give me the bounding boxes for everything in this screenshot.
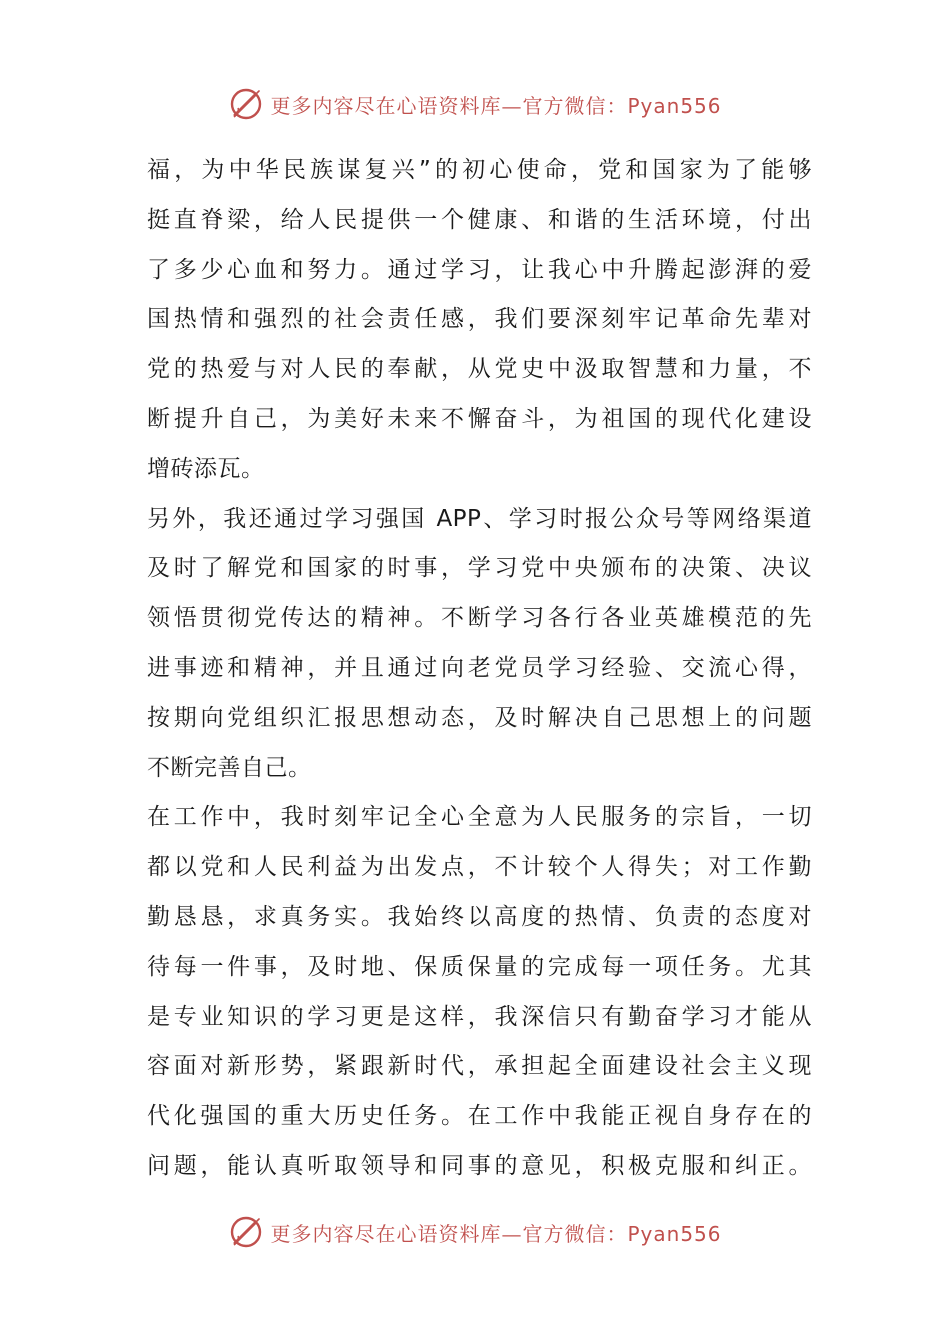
footer-banner: [0, 1212, 950, 1252]
header-text: 更多内容尽在心语资料库—官方微信：: [270, 93, 628, 118]
footer-text: 更多内容尽在心语资料库—官方微信：: [270, 1221, 628, 1246]
text-line: 福，为中华民族谋复兴”的初心使命，党和国家为了能够: [147, 157, 812, 183]
text-line: 问题，能认真听取领导和同事的意见，积极克服和纠正。: [147, 1152, 812, 1179]
text-line: 容面对新形势，紧跟新时代，承担起全面建设社会主义现: [147, 1053, 812, 1080]
footer-banner-text: [270, 1218, 721, 1247]
text-line: 了多少心血和努力。通过学习，让我心中升腾起澎湃的爱: [147, 256, 812, 283]
header-handle: Pyan556: [627, 93, 722, 118]
text-line: 挺直脊梁，给人民提供一个健康、和谐的生活环境，付出: [147, 206, 812, 233]
text-line: 断提升自己，为美好未来不懈奋斗，为祖国的现代化建设: [147, 405, 812, 432]
text-line: 另外，我还通过学习强国 APP、学习时报公众号等网络渠道: [147, 505, 812, 532]
text-line: 及时了解党和国家的时事，学习党中央颁布的决策、决议: [147, 555, 812, 582]
text-line: 进事迹和精神，并且通过向老党员学习经验、交流心得，: [147, 654, 812, 681]
footer-handle: Pyan556: [627, 1221, 722, 1246]
text-line: 不断完善自己。: [147, 754, 312, 781]
text-line: 代化强国的重大历史任务。在工作中我能正视自身存在的: [147, 1103, 812, 1130]
text-line: 党的热爱与对人民的奉献，从党史中汲取智慧和力量，不: [147, 356, 812, 383]
pen-circle-logo-icon: [228, 86, 264, 122]
document-body: [147, 146, 812, 1192]
text-line: 勤恳恳，求真务实。我始终以高度的热情、负责的态度对: [147, 903, 812, 930]
text-line: 是专业知识的学习更是这样，我深信只有勤奋学习才能从: [147, 1003, 812, 1030]
text-line: 待每一件事，及时地、保质保量的完成每一项任务。尤其: [147, 953, 812, 980]
text-line: 增砖添瓦。: [147, 455, 265, 482]
text-line: 都以党和人民利益为出发点，不计较个人得失；对工作勤: [147, 854, 812, 881]
text-line: 按期向党组织汇报思想动态，及时解决自己思想上的问题: [147, 704, 812, 731]
text-line: 国热情和强烈的社会责任感，我们要深刻牢记革命先辈对: [147, 306, 812, 333]
header-banner-text: [270, 90, 721, 119]
text-line: 领悟贯彻党传达的精神。不断学习各行各业英雄模范的先: [147, 605, 812, 632]
header-banner: [0, 84, 950, 124]
text-line: 在工作中，我时刻牢记全心全意为人民服务的宗旨，一切: [147, 804, 812, 831]
pen-circle-logo-icon: [228, 1214, 264, 1250]
